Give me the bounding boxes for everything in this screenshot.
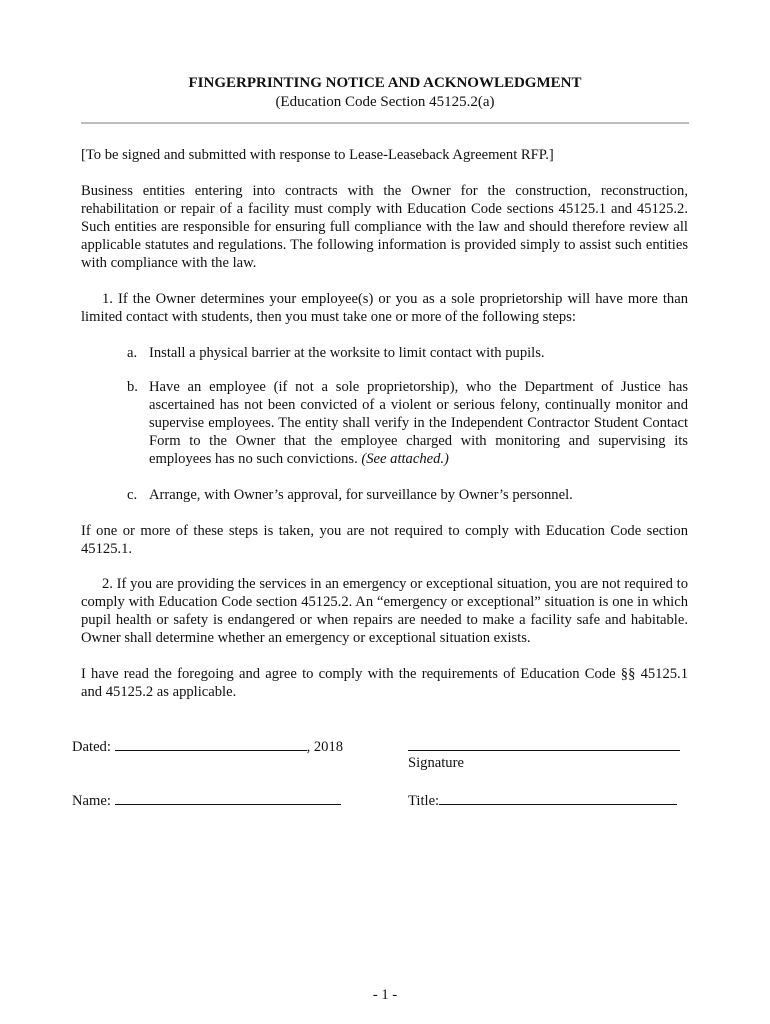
step-2-paragraph: 2. If you are providing the services in an emergency or exceptional situation, you are not required to comply with Education Code section 45125.2. An “emergency or exceptional” situation is one in which pupil health or safety is endangered or when repairs are needed to make a facility safe and habitable. Owner shall determine whether an emergency or exceptional situation exists.: [81, 576, 688, 646]
option-b-body: [149, 378, 688, 468]
name-field[interactable]: [115, 790, 341, 805]
option-c: [127, 486, 688, 504]
option-a: [127, 344, 688, 362]
acknowledgment-paragraph: I have read the foregoing and agree to comply with the requirements of Education Code §§ 45125.1 and 45125.2 as applicable.: [81, 666, 688, 700]
option-c-text: Arrange, with Owner’s approval, for surveillance by Owner’s personnel.: [149, 487, 573, 503]
signature-line[interactable]: [408, 736, 680, 751]
dated-field[interactable]: [115, 736, 307, 751]
body-paragraph: Business entities entering into contracts with the Owner for the construction, reconstruction, rehabilitation or repair of a facility must comply with Education Code sections 45125.1 and 45125.2. Such entities are responsible for ensuring full compliance with the law and should therefore review all applicable statutes and regulations. The following information is provided simply to assist such entities with compliance with the law.: [81, 183, 688, 271]
year-suffix: , 2018: [306, 739, 344, 755]
option-b-see-attached: (See attached.): [361, 451, 449, 467]
name-row: [72, 790, 341, 810]
name-label: Name:: [72, 793, 111, 809]
dated-label: Dated:: [72, 739, 111, 755]
document-title: FINGERPRINTING NOTICE AND ACKNOWLEDGMENT: [188, 75, 582, 91]
option-b: [127, 378, 688, 468]
option-c-letter: c.: [127, 487, 138, 503]
title-row: [408, 790, 677, 810]
document-subtitle: (Education Code Section 45125.2(a): [275, 94, 495, 110]
dated-row: [72, 736, 343, 756]
page-number: - 1 -: [372, 987, 398, 1003]
header-divider: [81, 122, 689, 124]
intro-note: [To be signed and submitted with response to Lease-Leaseback Agreement RFP.]: [81, 147, 554, 163]
signature-label: Signature: [408, 755, 464, 771]
option-b-text: Have an employee (if not a sole proprietorship), who the Department of Justice has ascertained has not been convicted of a violent or serious felony, continually monitor and supervise employees. The entity shall verify in the Independent Contractor Student Contact Form to the Owner that the employee charged with monitoring and supervising its employees has no such convictions.: [149, 379, 688, 467]
title-label: Title:: [408, 793, 440, 809]
step-1-paragraph: 1. If the Owner determines your employee(s) or you as a sole proprietorship will have more than limited contact with students, then you must take one or more of the following steps:: [81, 291, 688, 325]
steps-note: If one or more of these steps is taken, you are not required to comply with Education Code section 45125.1.: [81, 523, 688, 557]
title-field[interactable]: [439, 790, 677, 805]
option-a-text: Install a physical barrier at the worksite to limit contact with pupils.: [149, 345, 545, 361]
option-b-letter: b.: [127, 379, 138, 395]
option-a-letter: a.: [127, 345, 138, 361]
